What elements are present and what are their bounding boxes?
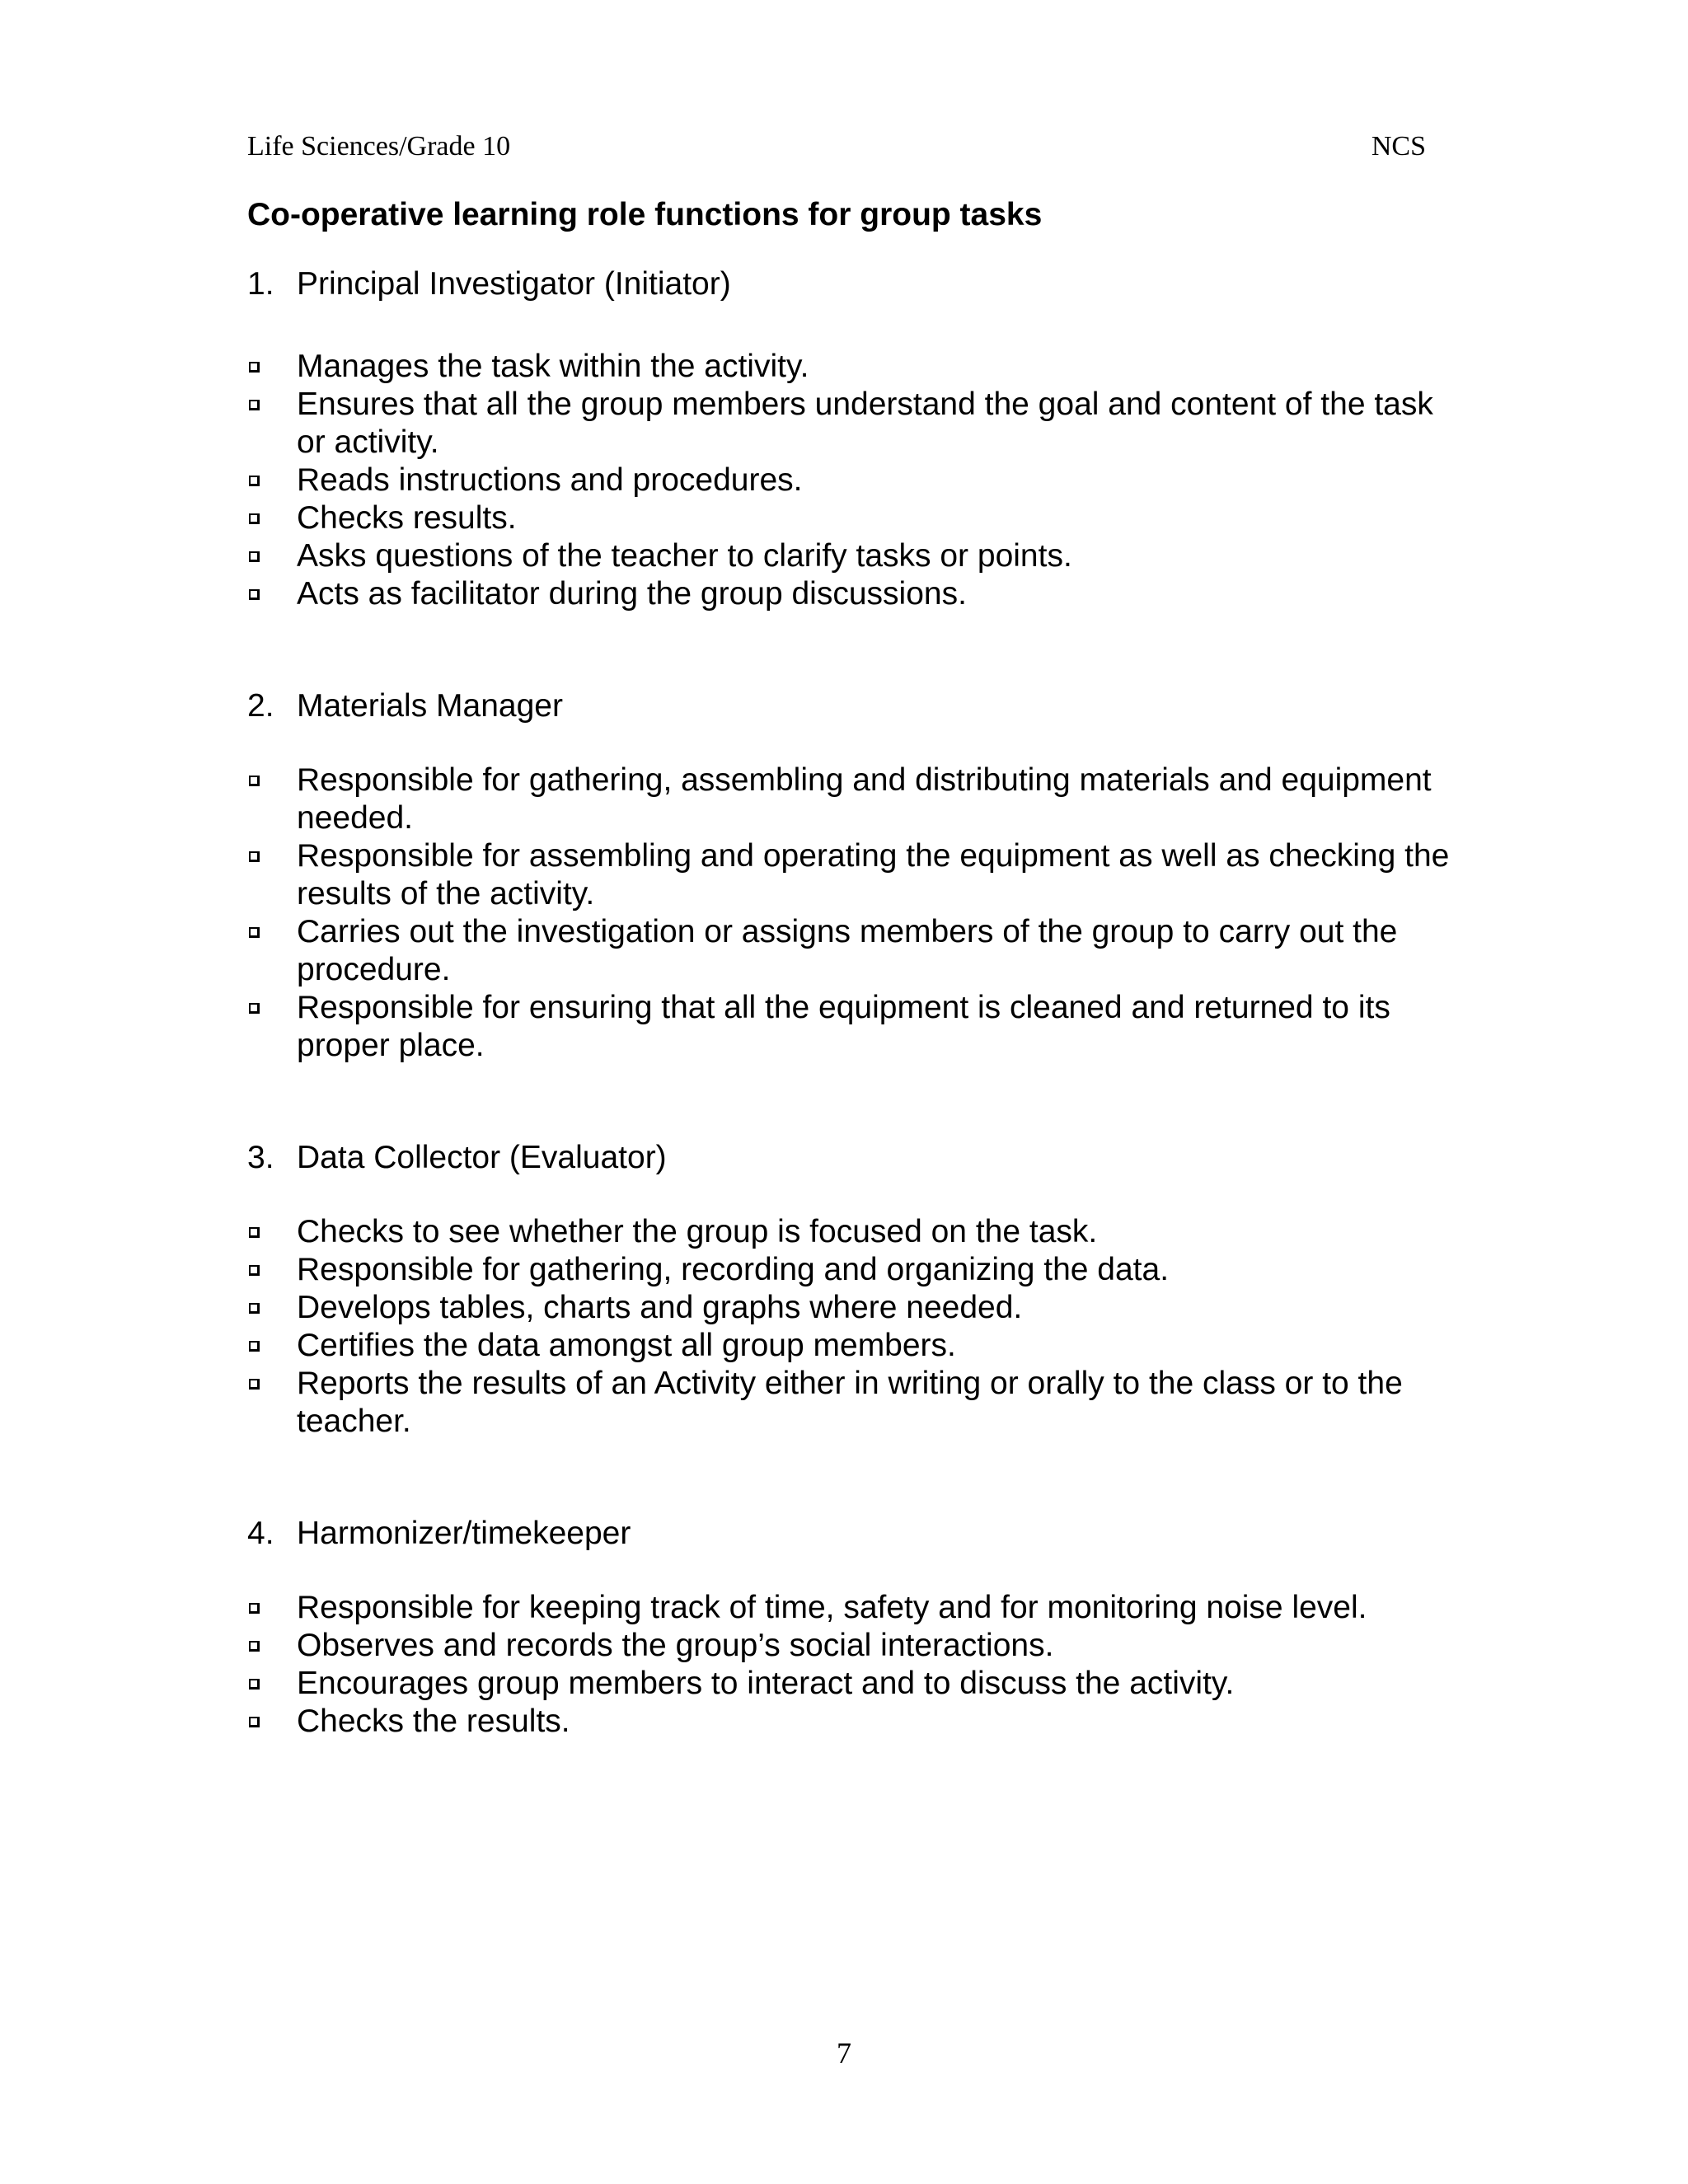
checkbox-bullet-icon xyxy=(249,1717,260,1727)
checkbox-bullet-icon xyxy=(249,1341,260,1352)
section-spacer xyxy=(247,1065,1451,1139)
checkbox-bullet-icon xyxy=(249,1379,260,1390)
checkbox-bullet-icon xyxy=(249,513,260,524)
header-subject: Life Sciences/Grade 10 xyxy=(247,131,511,162)
list-item xyxy=(247,1251,1451,1289)
list-item-text: Carries out the investigation or assigns members of the group to carry out the procedure. xyxy=(297,914,1398,987)
list-item-text: Certifies the data amongst all group members. xyxy=(297,1328,956,1363)
list-item-text: Responsible for keeping track of time, safety and for monitoring noise level. xyxy=(297,1590,1367,1625)
checkbox-bullet-icon xyxy=(249,1003,260,1014)
section-title: Data Collector (Evaluator) xyxy=(297,1140,667,1175)
section-number: 2. xyxy=(247,688,274,724)
section-number: 1. xyxy=(247,266,274,302)
section-spacer xyxy=(247,613,1451,687)
list-item xyxy=(247,537,1451,575)
section-title: Harmonizer/timekeeper xyxy=(297,1516,631,1551)
list-item xyxy=(247,575,1451,613)
section-title: Materials Manager xyxy=(297,688,563,724)
list-item-text: Checks to see whether the group is focused on the task. xyxy=(297,1214,1098,1249)
role-section-principal-investigator xyxy=(247,265,1451,613)
section-heading xyxy=(247,687,1451,725)
list-item xyxy=(247,386,1451,462)
role-duties-list xyxy=(247,1213,1451,1441)
checkbox-bullet-icon xyxy=(249,1303,260,1314)
list-item-text: Reads instructions and procedures. xyxy=(297,462,803,498)
section-number: 3. xyxy=(247,1140,274,1175)
header-curriculum: NCS xyxy=(1371,131,1426,162)
list-item xyxy=(247,1589,1451,1627)
list-item xyxy=(247,1703,1451,1741)
list-item xyxy=(247,913,1451,989)
list-item-text: Reports the results of an Activity either in writing or orally to the class or to the teacher. xyxy=(297,1366,1403,1439)
list-item-text: Responsible for assembling and operating the equipment as well as checking the results of the activity. xyxy=(297,838,1450,912)
list-item-text: Checks the results. xyxy=(297,1704,570,1739)
checkbox-bullet-icon xyxy=(249,589,260,600)
page-title: Co-operative learning role functions for group tasks xyxy=(247,197,1043,232)
list-item xyxy=(247,1213,1451,1251)
document-body xyxy=(247,196,1451,1741)
section-heading xyxy=(247,1139,1451,1177)
section-number: 4. xyxy=(247,1516,274,1551)
checkbox-bullet-icon xyxy=(249,1227,260,1238)
checkbox-bullet-icon xyxy=(249,551,260,562)
role-section-harmonizer xyxy=(247,1515,1451,1741)
role-duties-list xyxy=(247,348,1451,613)
list-item-text: Ensures that all the group members understand the goal and content of the task or activity. xyxy=(297,387,1433,460)
list-item xyxy=(247,1627,1451,1665)
list-item-text: Responsible for gathering, recording and organizing the data. xyxy=(297,1252,1170,1287)
checkbox-bullet-icon xyxy=(249,1265,260,1276)
list-item-text: Responsible for gathering, assembling and distributing materials and equipment needed. xyxy=(297,762,1432,836)
list-item xyxy=(247,989,1451,1065)
list-item xyxy=(247,837,1451,913)
role-duties-list xyxy=(247,1589,1451,1741)
checkbox-bullet-icon xyxy=(249,927,260,938)
list-item xyxy=(247,1289,1451,1327)
list-item xyxy=(247,462,1451,499)
section-heading xyxy=(247,265,1451,303)
checkbox-bullet-icon xyxy=(249,776,260,786)
list-item xyxy=(247,1365,1451,1441)
list-item-text: Checks results. xyxy=(297,500,517,536)
list-item xyxy=(247,499,1451,537)
list-item-text: Manages the task within the activity. xyxy=(297,349,809,384)
section-spacer xyxy=(247,1441,1451,1515)
checkbox-bullet-icon xyxy=(249,362,260,373)
role-duties-list xyxy=(247,762,1451,1065)
list-item-text: Develops tables, charts and graphs where needed. xyxy=(297,1290,1023,1325)
list-item xyxy=(247,1665,1451,1703)
checkbox-bullet-icon xyxy=(249,851,260,862)
page-number: 7 xyxy=(837,2036,851,2069)
checkbox-bullet-icon xyxy=(249,400,260,410)
list-item xyxy=(247,1327,1451,1365)
list-item-text: Observes and records the group’s social interactions. xyxy=(297,1628,1054,1663)
checkbox-bullet-icon xyxy=(249,1679,260,1690)
checkbox-bullet-icon xyxy=(249,1603,260,1614)
list-item-text: Encourages group members to interact and to discuss the activity. xyxy=(297,1666,1235,1701)
checkbox-bullet-icon xyxy=(249,1641,260,1652)
role-section-materials-manager xyxy=(247,687,1451,1065)
role-section-data-collector xyxy=(247,1139,1451,1441)
section-title: Principal Investigator (Initiator) xyxy=(297,266,731,302)
list-item-text: Responsible for ensuring that all the equipment is cleaned and returned to its proper place. xyxy=(297,990,1390,1063)
list-item xyxy=(247,348,1451,386)
section-heading xyxy=(247,1515,1451,1553)
list-item-text: Acts as facilitator during the group discussions. xyxy=(297,576,967,612)
checkbox-bullet-icon xyxy=(249,476,260,486)
list-item-text: Asks questions of the teacher to clarify tasks or points. xyxy=(297,538,1072,574)
list-item xyxy=(247,762,1451,837)
